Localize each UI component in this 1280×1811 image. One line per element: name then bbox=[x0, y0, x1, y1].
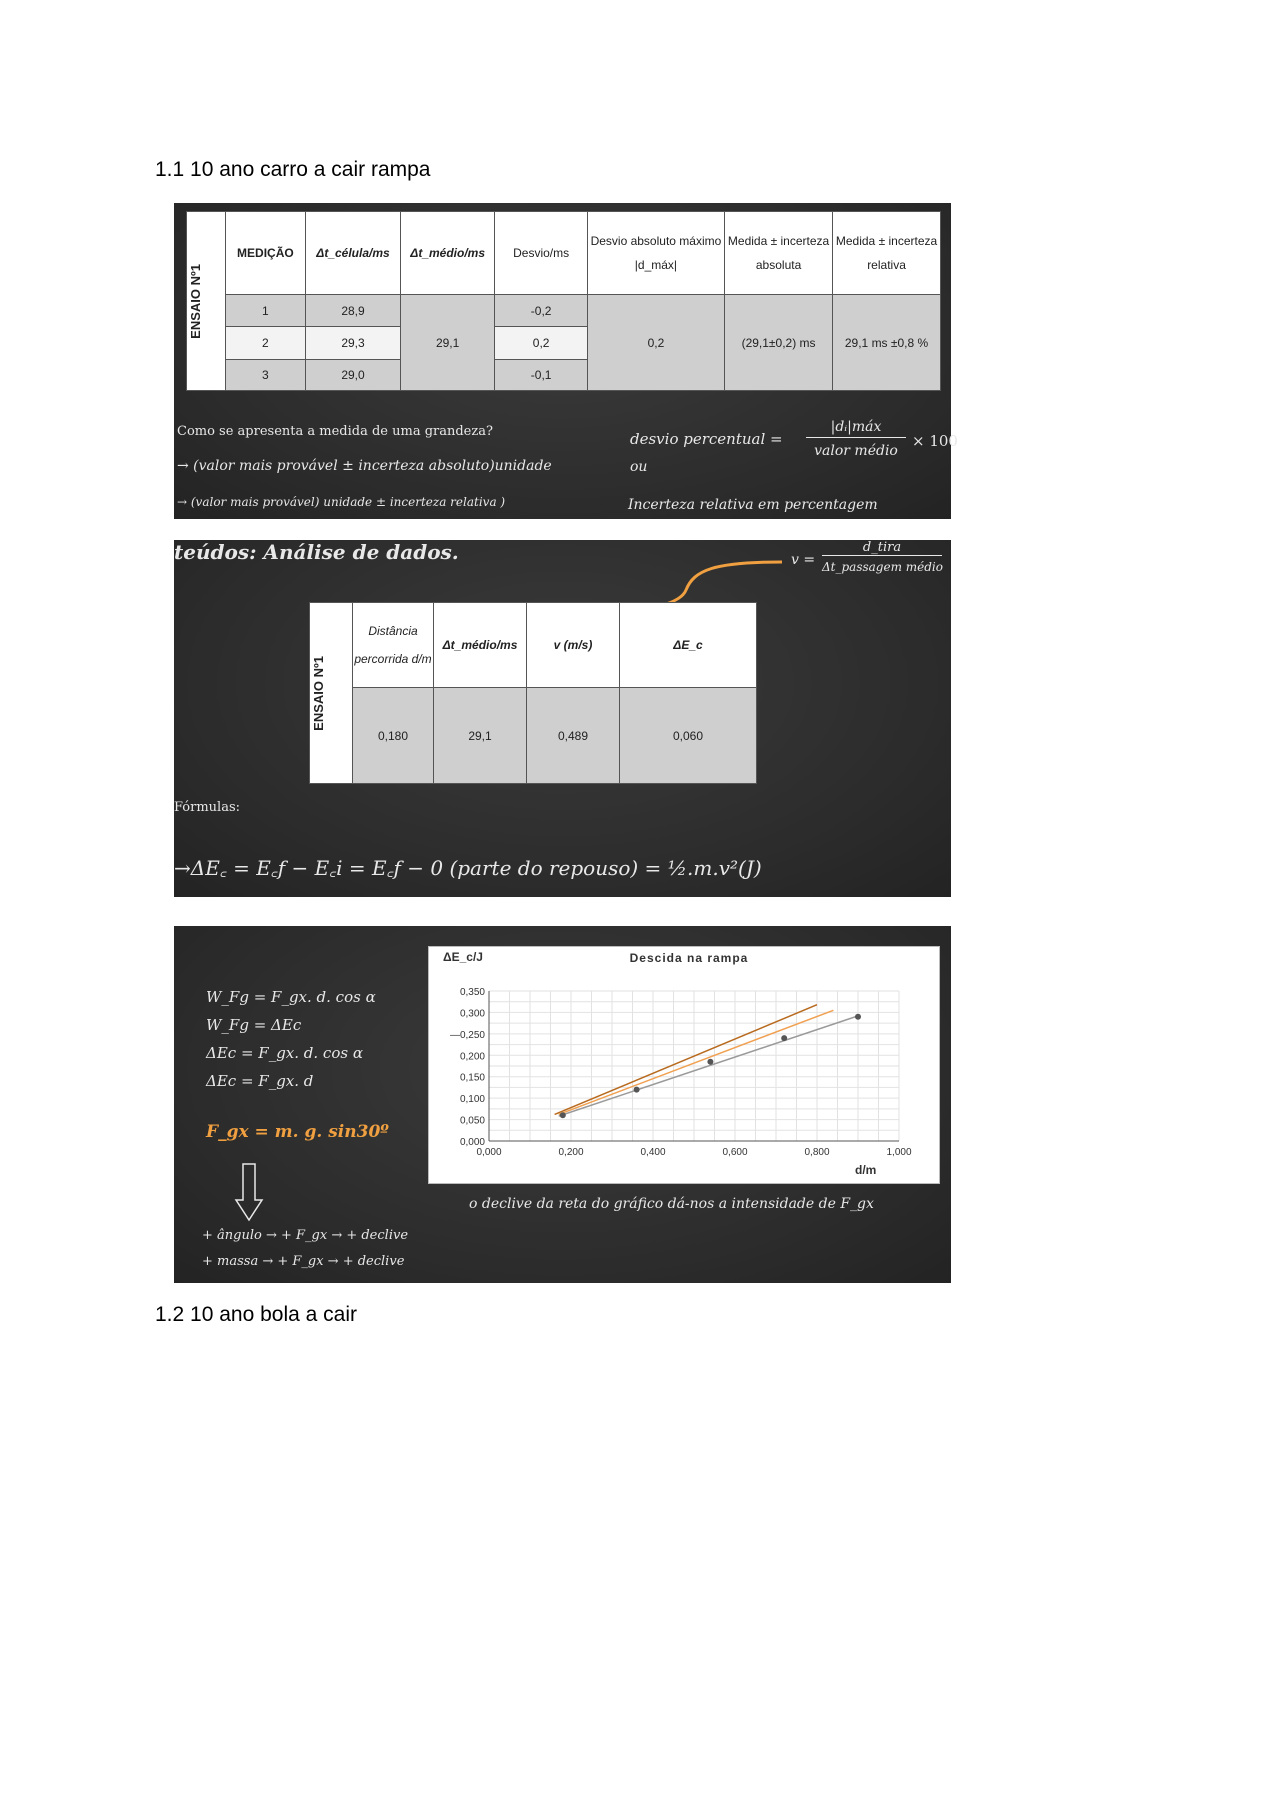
chart-title: Descida na rampa bbox=[629, 951, 749, 965]
th-desvio-max: Desvio absoluto máximo |d_máx| bbox=[587, 212, 724, 295]
panel-title: teúdos: Análise de dados. bbox=[174, 540, 459, 564]
equation-2: W_Fg = ΔEc bbox=[206, 1016, 302, 1034]
th-medicao: MEDIÇÃO bbox=[225, 212, 306, 295]
ensaio-label: ENSAIO Nº1 bbox=[188, 263, 203, 339]
cell-dt: 29,0 bbox=[306, 360, 401, 391]
presentation-line-1: → (valor mais provável ± incerteza absoluto)unidade bbox=[177, 458, 552, 474]
ensaio-side-cell bbox=[310, 603, 353, 784]
th-medida-rel: Medida ± incerteza relativa bbox=[833, 212, 941, 295]
incerteza-text: Incerteza relativa em percentagem bbox=[628, 497, 878, 513]
cell-desvio-max: 0,2 bbox=[587, 295, 724, 391]
th-dt-medio: Δt_médio/ms bbox=[400, 212, 495, 295]
note-angle: + ângulo → + F_gx → + declive bbox=[202, 1228, 409, 1243]
equation-5: F_gx = m. g. sin30º bbox=[206, 1122, 389, 1142]
y-tick-label: 0,100 bbox=[459, 1094, 485, 1106]
cell-medicao: 1 bbox=[225, 295, 306, 327]
x-tick-label: 0,600 bbox=[722, 1147, 748, 1158]
data-point bbox=[560, 1112, 566, 1118]
ou-text: ou bbox=[630, 459, 648, 475]
equation-3: ΔEc = F_gx. d. cos α bbox=[206, 1044, 363, 1062]
y-tick-label: 0,200 bbox=[459, 1051, 485, 1063]
trend-line bbox=[559, 1010, 834, 1114]
cell-desvio: -0,1 bbox=[495, 360, 587, 391]
x-tick-label: 0,800 bbox=[804, 1147, 830, 1158]
x-tick-label: 0,400 bbox=[640, 1147, 666, 1158]
section-heading-2: 1.2 10 ano bola a cair bbox=[155, 1303, 357, 1326]
x-tick-label: 0,200 bbox=[558, 1147, 584, 1158]
table-row bbox=[187, 295, 941, 327]
panel-chart bbox=[174, 926, 951, 1283]
cell-desvio: -0,2 bbox=[495, 295, 587, 327]
th-medida-abs: Medida ± incerteza absoluta bbox=[725, 212, 833, 295]
ensaio-side-cell bbox=[187, 212, 226, 391]
v-denominator: Δt_passagem médio bbox=[822, 560, 943, 574]
panel-measurement-table bbox=[174, 203, 958, 519]
equation-1: W_Fg = F_gx. d. cos α bbox=[206, 988, 376, 1006]
data-point bbox=[634, 1087, 640, 1093]
th-dt-medio: Δt_médio/ms bbox=[434, 603, 527, 688]
measurement-table bbox=[186, 211, 941, 391]
chart-ylabel: ΔE_c/J bbox=[443, 950, 483, 964]
analysis-table bbox=[309, 602, 757, 784]
note-mass: + massa → + F_gx → + declive bbox=[202, 1254, 405, 1269]
ensaio-label: ENSAIO Nº1 bbox=[311, 655, 326, 731]
cell-desvio: 0,2 bbox=[495, 327, 587, 360]
formula-denominator: valor médio bbox=[814, 443, 898, 459]
chart-xlabel: d/m bbox=[855, 1163, 877, 1177]
y-tick-label: 0,300 bbox=[459, 1008, 485, 1020]
cell-medicao: 2 bbox=[225, 327, 306, 360]
chart-container bbox=[428, 946, 940, 1184]
formula-times: × 100 bbox=[912, 432, 958, 450]
chart-lines bbox=[555, 1005, 858, 1116]
cell-medida-rel: 29,1 ms ±0,8 % bbox=[833, 295, 941, 391]
v-lhs: v = bbox=[791, 552, 816, 568]
panel-data-analysis bbox=[174, 540, 951, 897]
y-tick-label: —0,250 bbox=[449, 1029, 485, 1041]
v-numerator: d_tira bbox=[822, 540, 942, 556]
question-text: Como se apresenta a medida de uma grandeza? bbox=[177, 424, 493, 439]
y-tick-label: 0,350 bbox=[459, 987, 485, 998]
th-distancia: Distância percorrida d/m bbox=[353, 603, 434, 688]
section-heading-1: 1.1 10 ano carro a cair rampa bbox=[155, 158, 431, 181]
cell-delta-ec: 0,060 bbox=[620, 688, 757, 784]
x-tick-label: 0,000 bbox=[476, 1147, 502, 1158]
cell-dt: 28,9 bbox=[306, 295, 401, 327]
cell-velocidade: 0,489 bbox=[527, 688, 620, 784]
cell-t-medio: 29,1 bbox=[400, 295, 495, 391]
down-arrow-icon bbox=[234, 1162, 264, 1222]
cell-medicao: 3 bbox=[225, 360, 306, 391]
x-tick-label: 1,000 bbox=[886, 1147, 912, 1158]
energy-formula: →ΔE꜀ = E꜀f − E꜀i = E꜀f − 0 (parte do repouso) = ½.m.v²(J) bbox=[174, 856, 762, 880]
chart-svg bbox=[429, 947, 939, 1183]
cell-dt: 29,3 bbox=[306, 327, 401, 360]
data-point bbox=[707, 1059, 713, 1065]
cell-medida-abs: (29,1±0,2) ms bbox=[725, 295, 833, 391]
cell-dt-medio: 29,1 bbox=[434, 688, 527, 784]
data-point bbox=[781, 1035, 787, 1041]
th-dt-celula: Δt_célula/ms bbox=[306, 212, 401, 295]
th-desvio: Desvio/ms bbox=[495, 212, 587, 295]
table-row bbox=[310, 688, 757, 784]
formula-numerator: |dᵢ|máx bbox=[806, 419, 906, 438]
th-velocidade: v (m/s) bbox=[527, 603, 620, 688]
equation-4: ΔEc = F_gx. d bbox=[206, 1072, 314, 1090]
th-delta-ec: ΔE_c bbox=[620, 603, 757, 688]
y-tick-label: 0,000 bbox=[459, 1137, 485, 1148]
presentation-line-2: → (valor mais provável) unidade ± incerteza relativa ) bbox=[177, 495, 506, 509]
chart-caption: o declive da reta do gráfico dá-nos a intensidade de F_gx bbox=[469, 1196, 874, 1212]
data-point bbox=[855, 1014, 861, 1020]
chart-grid bbox=[489, 991, 899, 1141]
cell-distancia: 0,180 bbox=[353, 688, 434, 784]
y-tick-label: 0,050 bbox=[459, 1115, 485, 1127]
formulas-label: Fórmulas: bbox=[174, 800, 241, 815]
formula-lhs: desvio percentual = bbox=[630, 430, 783, 448]
y-tick-label: 0,150 bbox=[459, 1072, 485, 1084]
